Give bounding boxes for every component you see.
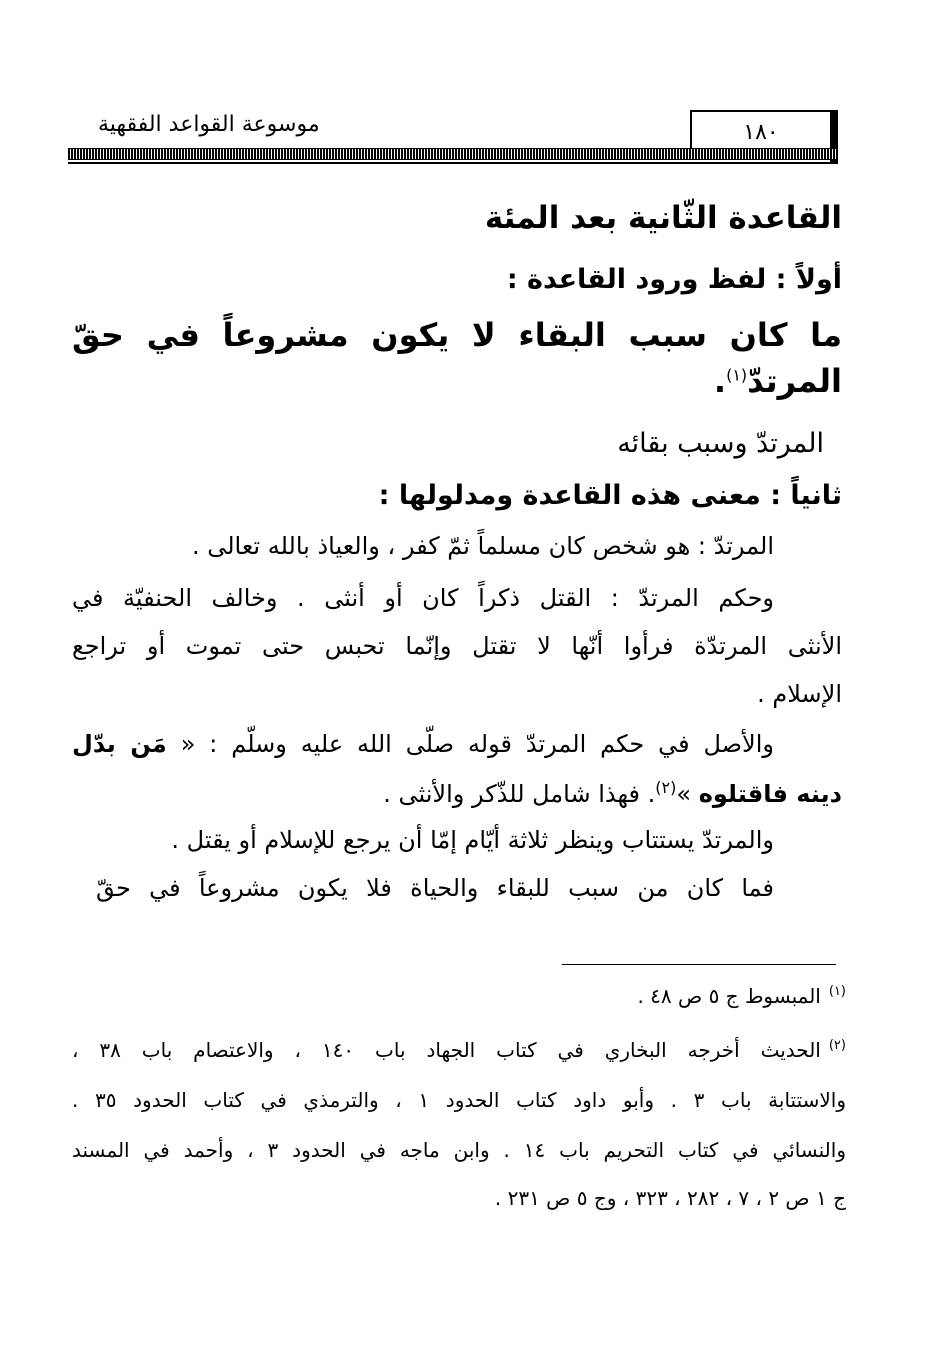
header-rule-thin <box>68 162 836 164</box>
footnote-1 <box>637 984 846 1008</box>
rule-statement-line2 <box>714 362 842 400</box>
rule-statement-word: المرتدّ <box>747 362 842 400</box>
paragraph-line-6 <box>383 778 842 808</box>
rule-statement-line1: ما كان سبب البقاء لا يكون مشروعاً في حقّ <box>72 316 842 354</box>
footnote-2-line-3: والنسائي في كتاب التحريم باب ١٤ . وابن ماجه في الحدود ٣ ، وأحمد في المسند <box>72 1138 846 1162</box>
paragraph-line-5 <box>72 730 774 758</box>
rule-title: القاعدة الثّانية بعد المئة <box>484 200 842 236</box>
second-heading: ثانياً : معنى هذه القاعدة ومدلولها : <box>378 480 842 511</box>
footnote-1-text: المبسوط ج ٥ ص ٤٨ . <box>637 984 821 1008</box>
footnote-2-line-1 <box>72 1038 846 1062</box>
footnote-2-text-1: الحديث أخرجه البخاري في كتاب الجهاد باب ١٤٠ ، والاعتصام باب ٣٨ ، <box>72 1038 821 1062</box>
first-heading: أولاً : لفظ ورود القاعدة : <box>506 264 842 295</box>
footnote-1-mark: (١) <box>828 984 846 1000</box>
paragraph-line-8: فما كان من سبب للبقاء والحياة فلا يكون مشروعاً في حقّ <box>96 874 774 902</box>
footnote-2-line-2: والاستتابة باب ٣ . وأبو داود كتاب الحدود ١ ، والترمذي في كتاب الحدود ٣٥ . <box>72 1088 847 1112</box>
paragraph-line-2: وحكم المرتدّ : القتل ذكراً كان أو أنثى . وخالف الحنفيّة في <box>72 584 774 612</box>
footnote-ref-1[interactable]: (١) <box>726 365 748 385</box>
footnote-separator <box>562 964 836 965</box>
paragraph-line-1: المرتدّ : هو شخص كان مسلماً ثمّ كفر ، والعياذ بالله تعالى . <box>191 532 774 560</box>
footnote-2-line-4: ج ١ ص ٢ ، ٧ ، ٢٨٢ ، ٣٢٣ ، وج ٥ ص ٢٣١ . <box>494 1186 846 1210</box>
header-rule <box>68 148 836 160</box>
paragraph-line-5-text: والأصل في حكم المرتدّ قوله صلّى الله عليه وسلّم : « <box>180 730 774 758</box>
paragraph-line-4: الإسلام . <box>757 680 842 708</box>
closing-quote: » <box>676 780 692 808</box>
hadith-text-end: دينه فاقتلوه <box>698 780 842 808</box>
paragraph-line-7: والمرتدّ يستتاب وينظر ثلاثة أيّام إمّا أن يرجع للإسلام أو يقتل . <box>171 826 774 854</box>
paragraph-line-6-rest: . فهذا شامل للذّكر والأنثى . <box>383 780 656 808</box>
page-header <box>68 104 836 164</box>
rule-statement-end: . <box>713 362 727 400</box>
footnote-ref-2[interactable]: (٢) <box>655 778 677 797</box>
hadith-text-start: مَن بدّل <box>72 730 167 758</box>
header-title: موسوعة القواعد الفقهية <box>98 112 320 137</box>
page-number: ١٨٠ <box>743 120 779 145</box>
section-heading: المرتدّ وسبب بقائه <box>617 428 824 459</box>
footnote-2-mark: (٢) <box>828 1038 846 1054</box>
paragraph-line-3: الأنثى المرتدّة فرأوا أنّها لا تقتل وإنّما تحبس حتى تموت أو تراجع <box>72 632 842 660</box>
